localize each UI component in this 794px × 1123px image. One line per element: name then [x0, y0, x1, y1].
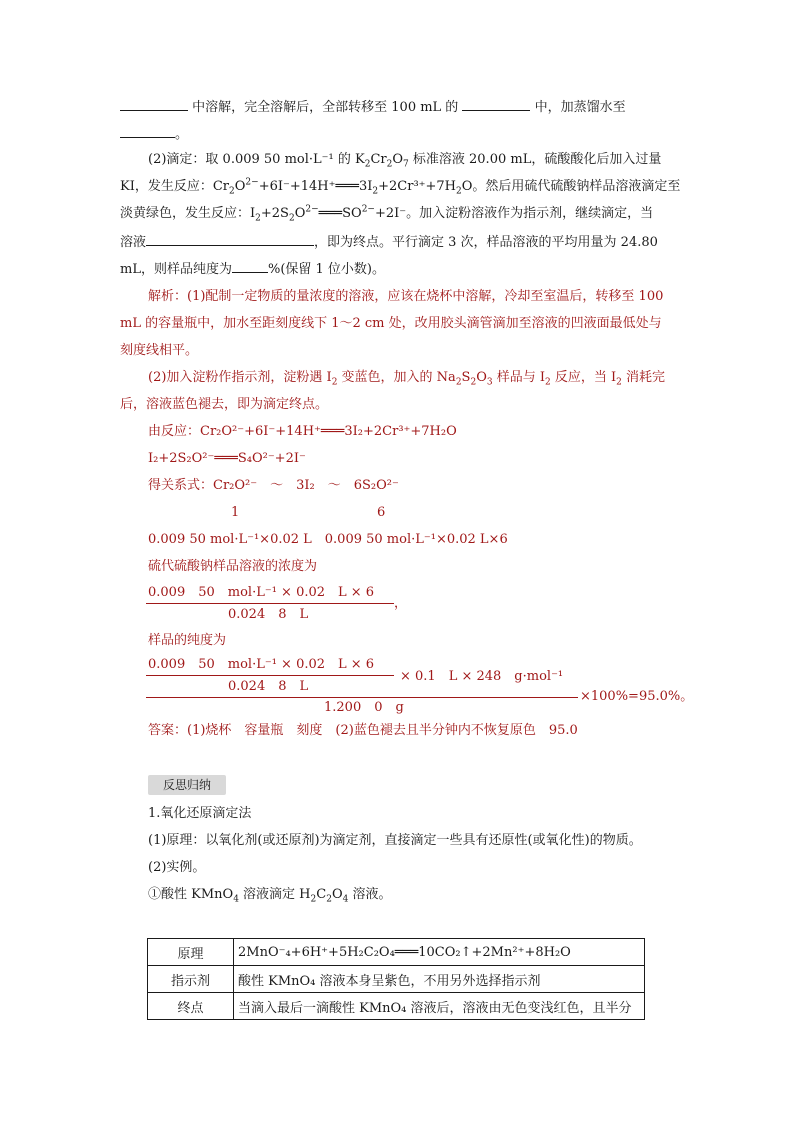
- answer-line: 答案：(1)烧杯 容量瓶 刻度 (2)蓝色褪去且半分钟内不恢复原色 95.0: [148, 723, 578, 738]
- fraction-1-tail: ，: [394, 596, 408, 611]
- text: ①酸性 KMnO: [148, 887, 234, 902]
- text: O: [234, 179, 246, 194]
- answer-blank: [146, 232, 314, 246]
- row-label: 终点: [148, 993, 234, 1020]
- analysis-line-2: mL 的容量瓶中，加水至距刻度线下 1～2 cm 处，改用胶头滴管滴加至溶液的凹液面最低处与: [120, 316, 662, 331]
- fraction-1-denominator: 0.024 8 L: [228, 607, 309, 622]
- text: +6I⁻+14H⁺═══3I: [258, 179, 373, 194]
- sub: 2: [288, 213, 295, 224]
- text: O: [476, 370, 487, 385]
- sub: 2: [545, 377, 551, 388]
- row-label: 指示剂: [148, 966, 234, 993]
- text: +2I⁻。加入淀粉溶液作为指示剂，继续滴定，当: [374, 206, 654, 221]
- text: 反应，当 I: [550, 370, 617, 385]
- fraction-1-numerator: 0.009 50 mol·L⁻¹ × 0.02 L × 6: [148, 585, 375, 600]
- sub: 2: [372, 186, 379, 197]
- text: 淡黄绿色，发生反应：I: [120, 206, 256, 221]
- titration-line-3: [120, 205, 653, 223]
- text: +2S: [260, 206, 289, 221]
- answer-blank: [120, 97, 188, 111]
- example-1: [148, 886, 392, 904]
- principle-text: (1)原理：以氧化剂(或还原剂)为滴定剂，直接滴定一些具有还原性(或氧化性)的物质。: [148, 833, 642, 848]
- titration-line-1: [148, 151, 661, 169]
- fraction-2-inner-bar: [146, 675, 394, 676]
- text: O: [331, 887, 343, 902]
- text: 溶液: [120, 235, 147, 250]
- sub: 2: [310, 894, 317, 905]
- text: C: [316, 887, 327, 902]
- text: 变蓝色，加入的 Na: [337, 370, 456, 385]
- question-text: 中溶解，完全溶解后，全部转移至 100 mL 的: [192, 100, 459, 115]
- answer-blank: [120, 124, 175, 138]
- sub: 2: [616, 377, 622, 388]
- fraction-1-bar: [146, 603, 394, 604]
- period: 。: [175, 127, 189, 142]
- text: 溶液滴定 H: [238, 887, 311, 902]
- titration-line-4: [120, 232, 658, 252]
- sub: 2: [364, 159, 371, 170]
- analysis-line-4: [148, 369, 665, 387]
- fraction-2-multiplier: × 0.1 L × 248 g·mol⁻¹: [400, 669, 564, 684]
- sub: 2: [255, 213, 261, 224]
- sup: 2−: [305, 204, 319, 215]
- table-row: [148, 939, 645, 966]
- text: +2Cr³⁺+7H: [378, 179, 457, 194]
- reaction-1: 由反应：Cr₂O²⁻+6I⁻+14H⁺═══3I₂+2Cr³⁺+7H₂O: [148, 424, 457, 439]
- text: 标准溶液 20.00 mL，硫酸酸化后加入过量: [408, 152, 662, 167]
- section-heading: 1.氧化还原滴定法: [148, 806, 252, 821]
- fraction-2-result: ×100%=95.0%。: [580, 689, 694, 704]
- sub: 2: [331, 377, 338, 388]
- sup: 2−: [361, 204, 375, 215]
- sub: 2: [229, 186, 235, 197]
- row-value: 2MnO⁻₄+6H⁺+5H₂C₂O₄═══10CO₂↑+2Mn²⁺+8H₂O: [234, 939, 645, 966]
- analysis-line-1: 解析：(1)配制一定物质的量浓度的溶液，应该在烧杯中溶解，冷却至室温后，转移至 100: [148, 289, 664, 304]
- text: 消耗完: [621, 370, 666, 385]
- text: O: [351, 206, 362, 221]
- text: KI，发生反应：Cr: [120, 179, 230, 194]
- sub: 4: [342, 894, 349, 905]
- text: O: [294, 206, 306, 221]
- table-row: [148, 966, 645, 993]
- ratio-1: 1: [231, 505, 240, 520]
- text: 溶液。: [348, 887, 392, 902]
- row-value: 酸性 KMnO₄ 溶液本身呈紫色，不用另外选择指示剂: [234, 966, 645, 993]
- text: O。然后用硫代硫酸钠样品溶液滴定至: [461, 179, 681, 194]
- sub: 2: [456, 186, 462, 197]
- sub: 2: [470, 377, 477, 388]
- text: Cr: [370, 152, 387, 167]
- ratio-6: 6: [377, 505, 386, 520]
- text: %(保留 1 位小数)。: [267, 262, 386, 277]
- text: mL，则样品纯度为: [120, 262, 232, 277]
- titration-table: [147, 938, 645, 1020]
- example-label: (2)实例。: [148, 860, 206, 875]
- relation: 得关系式：Cr₂O²⁻ ～ 3I₂ ～ 6S₂O²⁻: [148, 478, 399, 493]
- fraction-2-numerator: 0.009 50 mol·L⁻¹ × 0.02 L × 6: [148, 657, 375, 672]
- text: O: [392, 152, 404, 167]
- section-badge: 反思归纳: [148, 775, 226, 795]
- text: ，即为终点。平行滴定 3 次，样品溶液的平均用量为 24.80: [314, 235, 658, 250]
- sub: 2: [326, 894, 332, 905]
- table-row: [148, 993, 645, 1020]
- reaction-2: I₂+2S₂O²⁻═══S₄O²⁻+2I⁻: [148, 451, 306, 466]
- amounts: 0.009 50 mol·L⁻¹×0.02 L 0.009 50 mol·L⁻¹×0.02 L×6: [148, 532, 508, 547]
- row-value: 当滴入最后一滴酸性 KMnO₄ 溶液后，溶液由无色变浅红色，且半分: [234, 993, 645, 1020]
- text: (2)加入淀粉作指示剂，淀粉遇 I: [148, 370, 332, 385]
- analysis-line-3: 刻度线相平。: [120, 343, 199, 358]
- text: (2)滴定：取 0.009 50 mol·L⁻¹ 的 K: [148, 152, 365, 167]
- concentration-label: 硫代硫酸钠样品溶液的浓度为: [148, 559, 318, 574]
- sub: 7: [403, 159, 409, 170]
- text: S: [461, 370, 471, 385]
- purity-label: 样品的纯度为: [148, 633, 227, 648]
- titration-line-2: [120, 178, 680, 196]
- question-text: 中，加蒸馏水至: [534, 100, 626, 115]
- sub: 3: [486, 377, 493, 388]
- titration-line-5: [120, 259, 385, 279]
- question-line-1: [120, 97, 626, 117]
- fraction-2-main-bar: [146, 697, 578, 698]
- row-label: 原理: [148, 939, 234, 966]
- answer-blank: [232, 259, 268, 273]
- sub: 2: [386, 159, 393, 170]
- text: ═══S: [318, 206, 352, 221]
- sub: 4: [233, 894, 239, 905]
- fraction-2-inner-denominator: 0.024 8 L: [228, 679, 309, 694]
- sup: 2−: [245, 177, 259, 188]
- answer-blank: [462, 97, 530, 111]
- question-line-2: [120, 124, 188, 144]
- analysis-line-5: 后，溶液蓝色褪去，即为滴定终点。: [120, 397, 329, 412]
- fraction-2-bottom: 1.200 0 g: [324, 700, 404, 715]
- sub: 2: [455, 377, 462, 388]
- text: 样品与 I: [492, 370, 545, 385]
